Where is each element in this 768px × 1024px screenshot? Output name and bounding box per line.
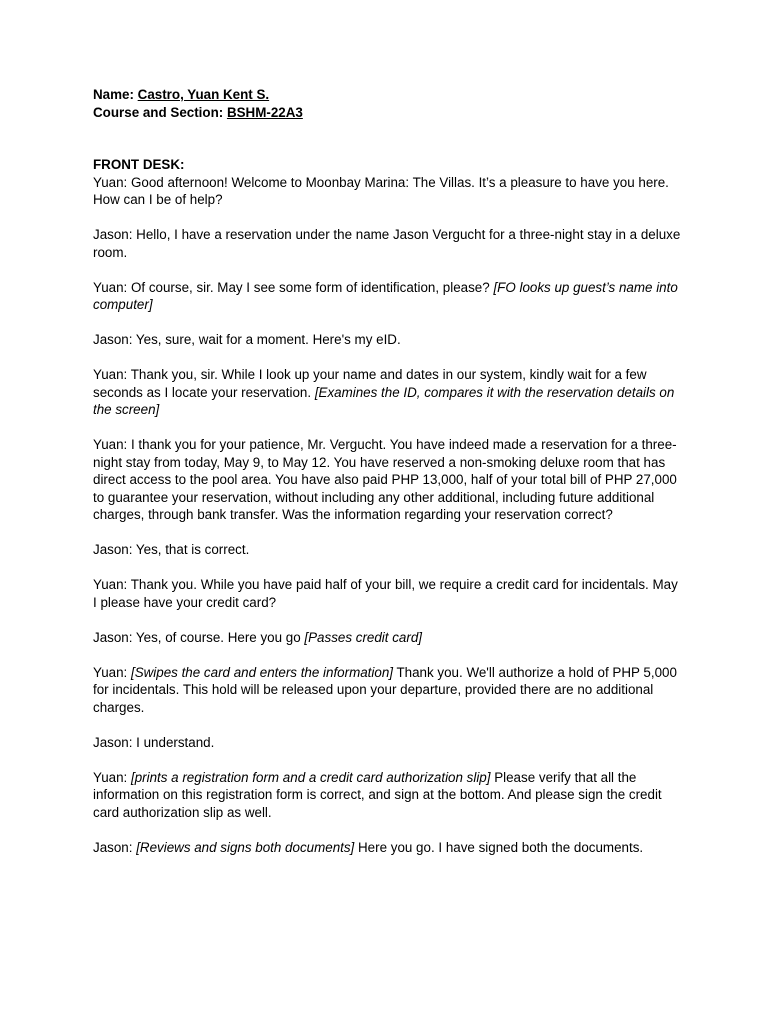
dialogue-text: Yuan: Thank you, sir. While I look up your name and dates in our system, kindly wait for a few seconds as I locate your reservation. (93, 367, 647, 400)
dialogue-text: Yuan: (93, 769, 131, 785)
dialogue-text: Yuan: Good afternoon! Welcome to Moonbay Marina: The Villas. It’s a pleasure to have you here. How can I be of help? (93, 174, 669, 207)
dialogue-text: Jason: Yes, of course. Here you go (93, 629, 305, 645)
stage-direction: [Passes credit card] (304, 629, 422, 645)
dialogue-text: Yuan: Of course, sir. May I see some form of identification, please? (93, 279, 494, 295)
dialogue-paragraph (93, 331, 683, 349)
spacer (93, 121, 683, 156)
dialogue-paragraph (93, 226, 683, 261)
dialogue-text: Jason: Yes, that is correct. (93, 542, 250, 557)
stage-direction: [Swipes the card and enters the information] (130, 664, 393, 680)
dialogue-paragraph (93, 366, 683, 419)
stage-direction: [Reviews and signs both documents] (136, 839, 355, 855)
course-line (93, 104, 683, 122)
name-line (93, 86, 683, 104)
dialogue-paragraph (93, 279, 683, 314)
dialogue-text: Yuan: I thank you for your patience, Mr. Vergucht. You have indeed made a reservation for a three-night stay from today, May 9, to May 12. You have reserved a non-smoking deluxe room that has direct access to the pool area. You have also paid PHP 13,000, half of your total bill of PHP 27,000 to guarantee your reservation, without including any other additional, including future additional charges, through bank transfer. Was the information regarding your reservation correct? (93, 437, 677, 522)
dialogue-paragraph (93, 174, 683, 209)
dialogue-paragraph (93, 664, 683, 717)
document-page (93, 86, 683, 874)
dialogue-text: Jason: Hello, I have a reservation under the name Jason Vergucht for a three-night stay in a deluxe room. (93, 227, 681, 260)
dialogue-paragraph (93, 769, 683, 822)
dialogue-paragraph (93, 576, 683, 611)
stage-direction: [FO looks up guest’s name into computer] (93, 279, 678, 312)
dialogue-text: Thank you. We'll authorize a hold of PHP 5,000 for incidentals. This hold will be released upon your departure, provided there are no additional charges. (93, 664, 677, 715)
dialogue-text: Jason: Yes, sure, wait for a moment. Here's my eID. (93, 332, 401, 347)
dialogue-text: Yuan: Thank you. While you have paid half of your bill, we require a credit card for incidentals. May I please have your credit card? (93, 577, 678, 610)
dialogue-text: Jason: I understand. (93, 734, 215, 750)
section-title: FRONT DESK: (93, 157, 185, 172)
dialogue-text: Yuan: (93, 664, 131, 680)
stage-direction: [prints a registration form and a credit card authorization slip] (130, 769, 491, 785)
course-label: Course and Section: (93, 104, 227, 120)
dialogue-paragraph (93, 629, 683, 647)
dialogue-paragraph (93, 734, 683, 752)
dialogue-text: Please verify that all the information on this registration form is correct, and sign at the bottom. And please sign the credit card authorization slip as well. (93, 769, 662, 820)
course-value: BSHM-22A3 (226, 104, 303, 120)
dialogue-text: Jason: (93, 839, 137, 855)
stage-direction: [Examines the ID, compares it with the reservation details on the screen] (93, 384, 675, 417)
dialogue-paragraph (93, 541, 683, 559)
dialogue (93, 174, 683, 857)
dialogue-paragraph (93, 839, 683, 857)
dialogue-text: Here you go. I have signed both the documents. (354, 839, 644, 855)
name-value: Castro, Yuan Kent S. (137, 87, 270, 102)
dialogue-paragraph (93, 436, 683, 524)
name-label: Name: (93, 87, 138, 102)
